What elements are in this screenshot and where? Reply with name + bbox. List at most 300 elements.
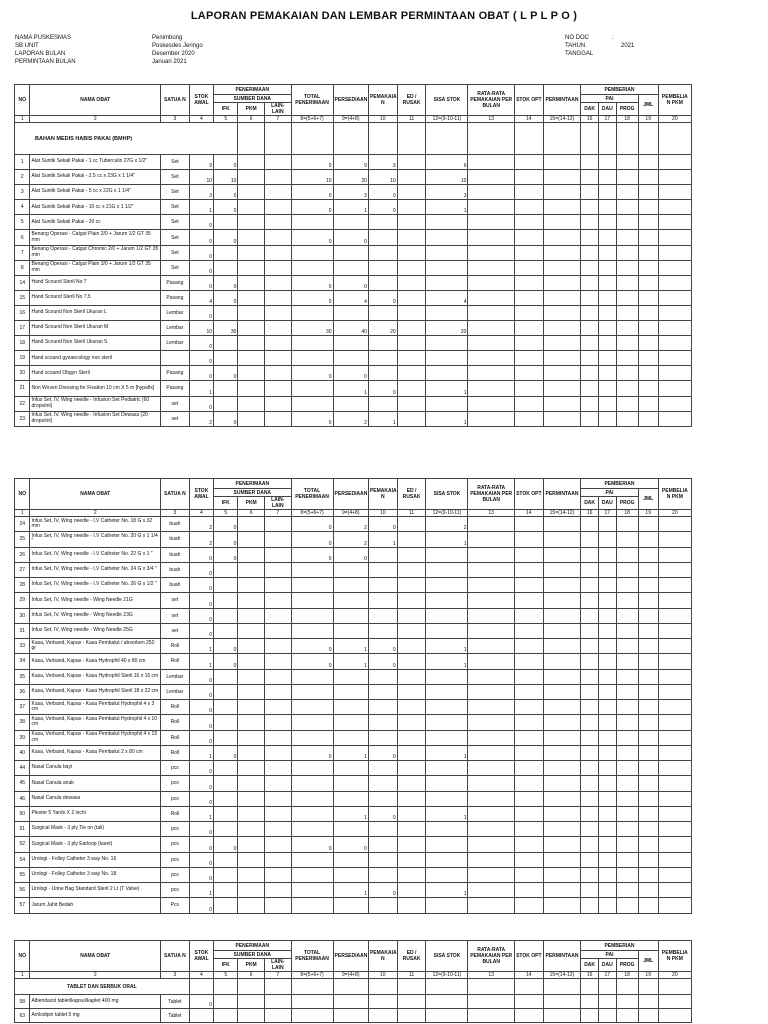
pkm-value: [238, 532, 265, 547]
sisa-stok-value: [426, 608, 468, 623]
empty-cell: [598, 654, 616, 669]
empty-cell: [368, 979, 397, 995]
col-ifk-header: IFK: [214, 959, 238, 972]
stok-awal-value: [189, 1009, 213, 1023]
col-permintaan-header: PERMINTAAN: [543, 479, 581, 510]
drug-name: Kasa, Verband, Kapas - Kasa Pembalut Hydrophil 4 x 10 cm: [30, 715, 161, 730]
empty-cell: [581, 532, 599, 547]
pkm-value: [238, 730, 265, 745]
pemakaian-value: 0: [368, 290, 397, 305]
empty-cell: [616, 578, 638, 593]
drug-name: Alat Suntik Sekali Pakai - 20 cc: [30, 215, 161, 230]
ifk-value: [214, 715, 238, 730]
empty-cell: [638, 200, 658, 215]
col-nama-obat-header: NAMA OBAT: [30, 941, 161, 972]
table-row: [15, 336, 692, 351]
empty-cell: [468, 898, 514, 913]
empty-cell: [658, 336, 691, 351]
empty-cell: [616, 185, 638, 200]
drug-name: Kasa, Verband, Kapas - Kasa Hydrophil 40 x 80 cm: [30, 654, 161, 669]
column-number: 13: [468, 972, 514, 979]
empty-cell: [598, 562, 616, 577]
empty-cell: [638, 396, 658, 411]
empty-cell: [468, 593, 514, 608]
ed-rusak-value: [397, 517, 426, 532]
column-number: 10: [368, 510, 397, 517]
pkm-value: [238, 639, 265, 654]
stok-awal-value: 0: [189, 593, 213, 608]
total-penerimaan-value: [291, 761, 333, 776]
col-total-penerimaan-header: TOTAL PENERIMAAN: [291, 479, 333, 510]
table-row: [15, 852, 692, 867]
empty-cell: [468, 791, 514, 806]
empty-cell: [468, 123, 514, 155]
col-satuan-header: SATUA N: [161, 941, 190, 972]
empty-cell: [658, 761, 691, 776]
stok-awal-value: 9: [189, 155, 213, 170]
pemakaian-value: [368, 852, 397, 867]
pemakaian-value: [368, 215, 397, 230]
pkm-value: [238, 608, 265, 623]
total-penerimaan-value: [291, 806, 333, 821]
ed-rusak-value: [397, 669, 426, 684]
row-number: 45: [15, 776, 30, 791]
sisa-stok-value: [426, 230, 468, 245]
empty-cell: [238, 123, 265, 155]
empty-cell: [514, 290, 543, 305]
col-pai-header: PAI: [581, 951, 638, 959]
ed-rusak-value: [397, 396, 426, 411]
persediaan-value: 1: [333, 654, 368, 669]
empty-cell: [638, 883, 658, 898]
total-penerimaan-value: [291, 215, 333, 230]
row-number: 7: [15, 245, 30, 260]
row-number: 38: [15, 715, 30, 730]
empty-cell: [581, 979, 599, 995]
pkm-value: [238, 215, 265, 230]
unit: Set: [161, 185, 190, 200]
empty-cell: [543, 639, 581, 654]
row-number: 19: [15, 351, 30, 366]
persediaan-value: 1: [333, 806, 368, 821]
col-stok-awal-header: STOK AWAL: [189, 941, 213, 972]
col-persediaan-header: PERSEDIAAN: [333, 85, 368, 116]
col-pembelian-header: PEMBELIA N PKM: [658, 479, 691, 510]
pemakaian-value: [368, 776, 397, 791]
unit: set: [161, 608, 190, 623]
empty-cell: [543, 669, 581, 684]
drug-name: Benang Operasi - Catgut Plain 2/0 + Jarum 1/2 GT 35 mm: [30, 230, 161, 245]
total-penerimaan-value: [291, 776, 333, 791]
pemakaian-value: [368, 305, 397, 320]
ed-rusak-value: [397, 715, 426, 730]
lplpo-table: [14, 940, 692, 1023]
empty-cell: [638, 381, 658, 396]
persediaan-value: 1: [333, 381, 368, 396]
table-row: [15, 898, 692, 913]
persediaan-value: 1: [333, 200, 368, 215]
row-number: 26: [15, 547, 30, 562]
ed-rusak-value: [397, 366, 426, 381]
col-prog-header: PROG: [616, 959, 638, 972]
drug-name: Hand Scound Non Steril Ukuran L: [30, 305, 161, 320]
lain-lain-value: [264, 700, 291, 715]
empty-cell: [543, 245, 581, 260]
unit: Set: [161, 260, 190, 275]
ed-rusak-value: [397, 883, 426, 898]
row-number: 44: [15, 761, 30, 776]
meta-value: Poskesdes Jeringo: [152, 43, 203, 49]
lain-lain-value: [264, 396, 291, 411]
col-permintaan-header: PERMINTAAN: [543, 85, 581, 116]
ifk-value: [214, 822, 238, 837]
empty-cell: [638, 745, 658, 760]
pemakaian-value: [368, 730, 397, 745]
table-row: [15, 669, 692, 684]
stok-awal-value: 0: [189, 578, 213, 593]
pkm-value: [238, 791, 265, 806]
row-number: 8: [15, 260, 30, 275]
drug-name: Infus Set, IV, Wing needle - Infusion Set Dewasa (20 drops/ml): [30, 411, 161, 426]
sisa-stok-value: [426, 396, 468, 411]
table-row: [15, 578, 692, 593]
total-penerimaan-value: 0: [291, 654, 333, 669]
pkm-value: [238, 578, 265, 593]
empty-cell: [616, 623, 638, 638]
empty-cell: [638, 700, 658, 715]
empty-cell: [598, 245, 616, 260]
sisa-stok-value: [426, 562, 468, 577]
pemakaian-value: [368, 837, 397, 852]
col-no-header: NO: [15, 941, 30, 972]
row-number: 63: [15, 1009, 30, 1023]
col-dau-header: DAU: [598, 959, 616, 972]
empty-cell: [543, 979, 581, 995]
ifk-value: [214, 791, 238, 806]
column-number: 15=(14-12): [543, 116, 581, 123]
drug-name: Alat Suntik Sekali Pakai - 2.5 cc x 23G x 1 1/4": [30, 170, 161, 185]
stok-awal-value: 0: [189, 995, 213, 1009]
empty-cell: [543, 411, 581, 426]
pemakaian-value: [368, 260, 397, 275]
unit: Roll: [161, 700, 190, 715]
empty-cell: [581, 155, 599, 170]
lain-lain-value: [264, 185, 291, 200]
empty-cell: [397, 123, 426, 155]
empty-cell: [468, 396, 514, 411]
empty-cell: [468, 745, 514, 760]
empty-cell: [189, 979, 213, 995]
empty-cell: [638, 155, 658, 170]
sisa-stok-value: 1: [426, 381, 468, 396]
empty-cell: [638, 761, 658, 776]
sisa-stok-value: [426, 623, 468, 638]
stok-awal-value: 10: [189, 170, 213, 185]
ed-rusak-value: [397, 321, 426, 336]
unit: buah: [161, 532, 190, 547]
empty-cell: [616, 608, 638, 623]
table-row: [15, 654, 692, 669]
empty-cell: [658, 776, 691, 791]
column-number: 6: [238, 116, 265, 123]
drug-name: Nasal Canula bayi: [30, 761, 161, 776]
ed-rusak-value: [397, 822, 426, 837]
column-number-row: [15, 116, 692, 123]
empty-cell: [658, 837, 691, 852]
unit: buah: [161, 578, 190, 593]
empty-cell: [616, 230, 638, 245]
col-pkm-header: PKM: [238, 103, 265, 116]
row-number: 28: [15, 578, 30, 593]
ed-rusak-value: [397, 995, 426, 1009]
pemakaian-value: [368, 396, 397, 411]
pemakaian-value: 0: [368, 654, 397, 669]
empty-cell: [598, 517, 616, 532]
total-penerimaan-value: [291, 995, 333, 1009]
column-number: 13: [468, 116, 514, 123]
persediaan-value: 2: [333, 517, 368, 532]
pemakaian-value: [368, 715, 397, 730]
empty-cell: [658, 215, 691, 230]
persediaan-value: [333, 396, 368, 411]
empty-cell: [581, 639, 599, 654]
column-number: 7: [264, 510, 291, 517]
empty-cell: [468, 776, 514, 791]
empty-cell: [291, 123, 333, 155]
empty-cell: [616, 547, 638, 562]
empty-cell: [543, 578, 581, 593]
empty-cell: [514, 684, 543, 699]
empty-cell: [468, 806, 514, 821]
ifk-value: [214, 260, 238, 275]
persediaan-value: 2: [333, 532, 368, 547]
drug-name: Kasa, Verband, Kapas - Kasa Pembalut Hydrophil 4 x 3 cm: [30, 700, 161, 715]
pemakaian-value: [368, 562, 397, 577]
table-row: [15, 761, 692, 776]
empty-cell: [658, 684, 691, 699]
empty-cell: [638, 321, 658, 336]
empty-cell: [616, 336, 638, 351]
lain-lain-value: [264, 1009, 291, 1023]
stok-awal-value: 1: [189, 745, 213, 760]
ifk-value: [214, 215, 238, 230]
persediaan-value: [333, 260, 368, 275]
empty-cell: [598, 275, 616, 290]
sisa-stok-value: 1: [426, 532, 468, 547]
sisa-stok-value: [426, 730, 468, 745]
empty-cell: [598, 979, 616, 995]
empty-cell: [658, 123, 691, 155]
meta-label: SB UNIT: [15, 43, 39, 49]
drug-name: Infus Set, IV, Wing needle - Infusion Set Pediatric (60 drops/ml): [30, 396, 161, 411]
empty-cell: [658, 290, 691, 305]
row-number: 15: [15, 290, 30, 305]
sisa-stok-value: [426, 275, 468, 290]
sisa-stok-value: [426, 715, 468, 730]
col-dak-header: DAK: [581, 959, 599, 972]
ifk-value: [214, 623, 238, 638]
empty-cell: [638, 995, 658, 1009]
empty-cell: [638, 290, 658, 305]
ifk-value: [214, 351, 238, 366]
unit: Lembar: [161, 684, 190, 699]
lain-lain-value: [264, 995, 291, 1009]
empty-cell: [658, 791, 691, 806]
empty-cell: [658, 155, 691, 170]
row-number: 50: [15, 806, 30, 821]
empty-cell: [543, 867, 581, 882]
row-number: 51: [15, 822, 30, 837]
total-penerimaan-value: [291, 822, 333, 837]
empty-cell: [638, 608, 658, 623]
empty-cell: [638, 593, 658, 608]
empty-cell: [426, 123, 468, 155]
empty-cell: [514, 791, 543, 806]
ifk-value: [214, 608, 238, 623]
row-number: 36: [15, 684, 30, 699]
col-pembelian-header: PEMBELIA N PKM: [658, 85, 691, 116]
unit: set: [161, 411, 190, 426]
ed-rusak-value: [397, 562, 426, 577]
empty-cell: [468, 730, 514, 745]
pemakaian-value: [368, 822, 397, 837]
empty-cell: [638, 715, 658, 730]
pemakaian-value: [368, 245, 397, 260]
sisa-stok-value: [426, 336, 468, 351]
pkm-value: [238, 669, 265, 684]
empty-cell: [264, 979, 291, 995]
pkm-value: [238, 623, 265, 638]
pemakaian-value: [368, 669, 397, 684]
empty-cell: [543, 290, 581, 305]
persediaan-value: 0: [333, 837, 368, 852]
table-row: [15, 883, 692, 898]
pemakaian-value: [368, 351, 397, 366]
column-number: 16: [581, 972, 599, 979]
table-row: [15, 245, 692, 260]
empty-cell: [616, 745, 638, 760]
table-row: [15, 639, 692, 654]
empty-cell: [468, 260, 514, 275]
row-number: 18: [15, 336, 30, 351]
empty-cell: [658, 411, 691, 426]
empty-cell: [638, 684, 658, 699]
stok-awal-value: 0: [189, 623, 213, 638]
sisa-stok-value: [426, 260, 468, 275]
lain-lain-value: [264, 230, 291, 245]
column-number: 1: [15, 116, 30, 123]
row-number: 31: [15, 623, 30, 638]
row-number: 14: [15, 275, 30, 290]
empty-cell: [468, 669, 514, 684]
empty-cell: [598, 123, 616, 155]
pkm-value: [238, 245, 265, 260]
persediaan-value: 1: [333, 639, 368, 654]
unit: Roll: [161, 745, 190, 760]
empty-cell: [616, 979, 638, 995]
drug-name: Non Woven Dressing for Fixation 10 cm X 5 m [hypafix]: [30, 381, 161, 396]
empty-cell: [514, 532, 543, 547]
empty-cell: [543, 200, 581, 215]
drug-name: Nasal Canula anak: [30, 776, 161, 791]
unit: Tablet: [161, 995, 190, 1009]
empty-cell: [581, 290, 599, 305]
empty-cell: [638, 791, 658, 806]
sisa-stok-value: [426, 837, 468, 852]
column-number: 4: [189, 510, 213, 517]
ifk-value: [214, 761, 238, 776]
sisa-stok-value: 1: [426, 883, 468, 898]
empty-cell: [616, 411, 638, 426]
unit: pcs: [161, 883, 190, 898]
empty-cell: [598, 155, 616, 170]
empty-cell: [514, 215, 543, 230]
empty-cell: [581, 366, 599, 381]
empty-cell: [658, 883, 691, 898]
empty-cell: [616, 791, 638, 806]
empty-cell: [514, 396, 543, 411]
pkm-value: [238, 745, 265, 760]
col-persediaan-header: PERSEDIAAN: [333, 941, 368, 972]
ifk-value: [214, 1009, 238, 1023]
pemakaian-value: [368, 336, 397, 351]
sisa-stok-value: 6: [426, 155, 468, 170]
empty-cell: [543, 547, 581, 562]
lain-lain-value: [264, 761, 291, 776]
lain-lain-value: [264, 411, 291, 426]
persediaan-value: 9: [333, 155, 368, 170]
persediaan-value: 0: [333, 230, 368, 245]
table-row: [15, 200, 692, 215]
empty-cell: [616, 852, 638, 867]
empty-cell: [616, 715, 638, 730]
empty-cell: [468, 532, 514, 547]
ed-rusak-value: [397, 898, 426, 913]
total-penerimaan-value: 0: [291, 230, 333, 245]
meta-label: TANGGAL: [565, 51, 594, 57]
lain-lain-value: [264, 654, 291, 669]
drug-name: Kasa, Verband, Kapas - Kasa Hydrophil Steril 16 x 16 cm: [30, 669, 161, 684]
section-title: TABLET DAN SERBUK ORAL: [15, 979, 190, 995]
total-penerimaan-value: [291, 867, 333, 882]
col-nama-obat-header: NAMA OBAT: [30, 479, 161, 510]
empty-cell: [638, 336, 658, 351]
pemakaian-value: [368, 867, 397, 882]
ifk-value: [214, 593, 238, 608]
empty-cell: [543, 185, 581, 200]
persediaan-value: 1: [333, 745, 368, 760]
pemakaian-value: [368, 1009, 397, 1023]
stok-awal-value: 0: [189, 366, 213, 381]
empty-cell: [658, 654, 691, 669]
empty-cell: [638, 979, 658, 995]
pemakaian-value: 0: [368, 200, 397, 215]
table-row: [15, 995, 692, 1009]
empty-cell: [468, 822, 514, 837]
empty-cell: [658, 381, 691, 396]
empty-cell: [581, 867, 599, 882]
row-number: 5: [15, 215, 30, 230]
empty-cell: [638, 245, 658, 260]
lain-lain-value: [264, 806, 291, 821]
table-row: [15, 185, 692, 200]
column-number: 12=(9-10-11): [426, 510, 468, 517]
ed-rusak-value: [397, 791, 426, 806]
empty-cell: [581, 730, 599, 745]
col-nama-obat-header: NAMA OBAT: [30, 85, 161, 116]
unit: Set: [161, 170, 190, 185]
drug-name: Alat Suntik Sekali Pakai - 5 cc x 22G x 1 1/4": [30, 185, 161, 200]
